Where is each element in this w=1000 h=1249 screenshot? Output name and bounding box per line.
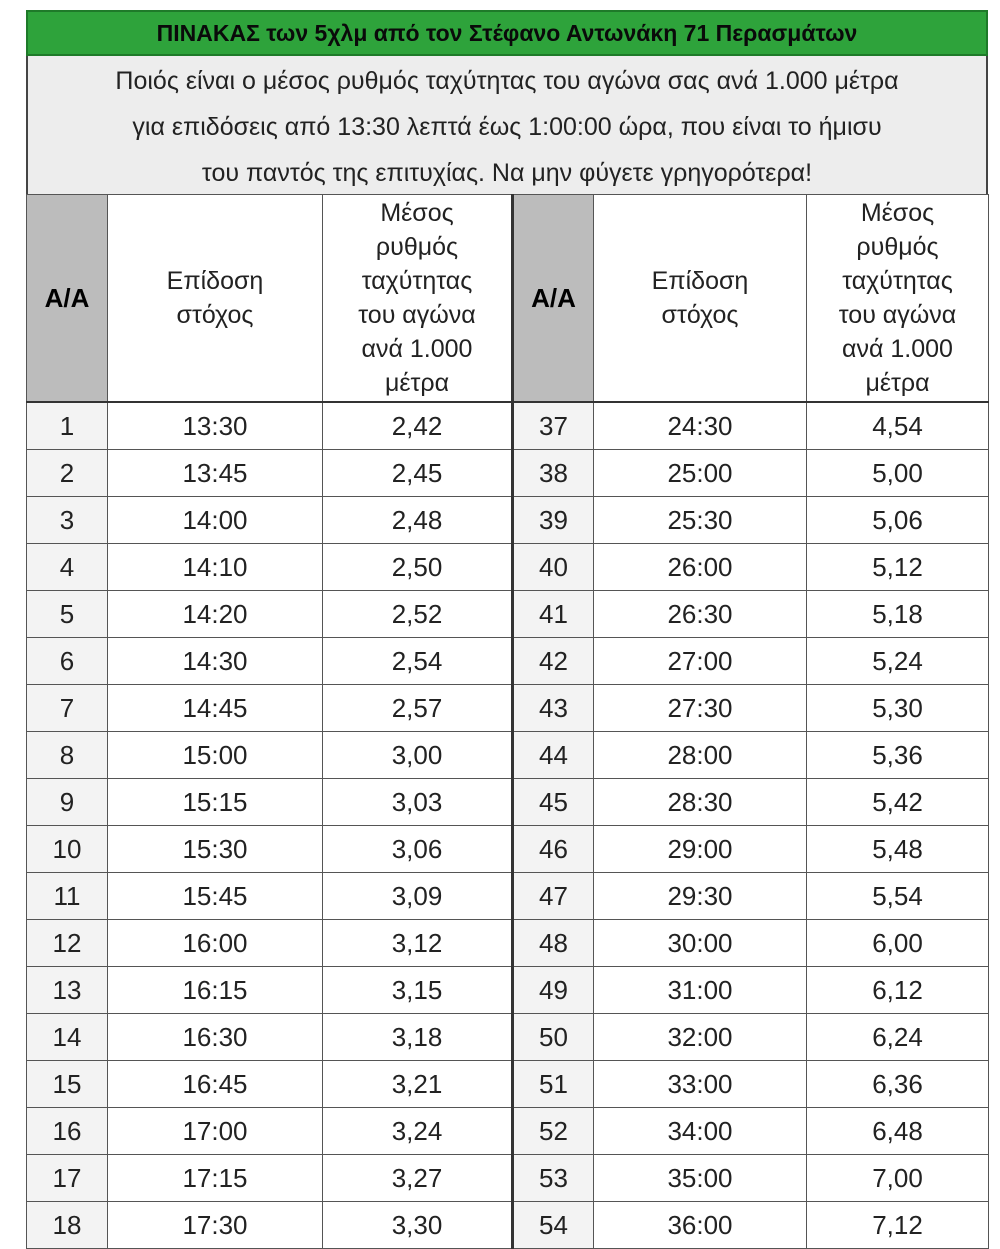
col-header-aa: Α/Α [513, 195, 594, 403]
header-line: Μέσος [380, 199, 454, 227]
table-row [27, 497, 989, 544]
header-line: του αγώνα [838, 301, 957, 329]
pace-cell: 5,30 [807, 685, 989, 732]
pace-cell: 2,50 [323, 544, 513, 591]
row-number-cell: 15 [27, 1061, 108, 1108]
row-number-cell: 45 [513, 779, 594, 826]
target-time-cell: 17:15 [108, 1155, 323, 1202]
row-number-cell: 3 [27, 497, 108, 544]
target-time-cell: 14:10 [108, 544, 323, 591]
row-number-cell: 9 [27, 779, 108, 826]
row-number-cell: 39 [513, 497, 594, 544]
table-title: ΠΙΝΑΚΑΣ των 5χλμ από τον Στέφανο Αντωνάκη 71 Περασμάτων [26, 10, 988, 56]
target-time-cell: 14:30 [108, 638, 323, 685]
pace-cell: 2,48 [323, 497, 513, 544]
target-time-cell: 25:30 [594, 497, 807, 544]
header-line: στόχος [176, 301, 254, 329]
row-number-cell: 10 [27, 826, 108, 873]
pace-cell: 6,24 [807, 1014, 989, 1061]
pace-cell: 6,48 [807, 1108, 989, 1155]
target-time-cell: 16:15 [108, 967, 323, 1014]
row-number-cell: 43 [513, 685, 594, 732]
table-row [27, 544, 989, 591]
table-row [27, 1202, 989, 1249]
pace-cell: 2,54 [323, 638, 513, 685]
row-number-cell: 14 [27, 1014, 108, 1061]
target-time-cell: 27:00 [594, 638, 807, 685]
row-number-cell: 16 [27, 1108, 108, 1155]
table-row [27, 732, 989, 779]
target-time-cell: 14:20 [108, 591, 323, 638]
header-line: ανά 1.000 [361, 335, 473, 363]
table-row [27, 967, 989, 1014]
target-time-cell: 17:30 [108, 1202, 323, 1249]
pace-cell: 2,45 [323, 450, 513, 497]
header-line: του αγώνα [358, 301, 476, 329]
pace-cell: 6,00 [807, 920, 989, 967]
row-number-cell: 5 [27, 591, 108, 638]
pace-cell: 3,15 [323, 967, 513, 1014]
table-row [27, 920, 989, 967]
header-line: ανά 1.000 [842, 335, 953, 363]
table-row [27, 1155, 989, 1202]
target-time-cell: 16:45 [108, 1061, 323, 1108]
row-number-cell: 54 [513, 1202, 594, 1249]
header-line: Επίδοση [651, 267, 749, 295]
pace-cell: 3,30 [323, 1202, 513, 1249]
pace-cell: 5,00 [807, 450, 989, 497]
header-line: ρυθμός [375, 233, 459, 261]
pace-cell: 5,42 [807, 779, 989, 826]
target-time-cell: 30:00 [594, 920, 807, 967]
pace-cell: 4,54 [807, 402, 989, 450]
pace-cell: 3,18 [323, 1014, 513, 1061]
row-number-cell: 37 [513, 402, 594, 450]
header-line: ταχύτητας [842, 267, 953, 295]
row-number-cell: 12 [27, 920, 108, 967]
col-header-aa: Α/Α [27, 195, 108, 403]
target-time-cell: 27:30 [594, 685, 807, 732]
header-line: στόχος [661, 301, 739, 329]
pace-cell: 3,12 [323, 920, 513, 967]
table-row [27, 1014, 989, 1061]
target-time-cell: 14:45 [108, 685, 323, 732]
row-number-cell: 18 [27, 1202, 108, 1249]
col-header-pace [807, 195, 989, 403]
header-line: Επίδοση [166, 267, 264, 295]
row-number-cell: 11 [27, 873, 108, 920]
intro-text [26, 56, 988, 194]
intro-line: Ποιός είναι ο μέσος ρυθμός ταχύτητας του αγώνα σας ανά 1.000 μέτρα [115, 67, 899, 95]
target-time-cell: 15:15 [108, 779, 323, 826]
row-number-cell: 17 [27, 1155, 108, 1202]
pace-cell: 3,09 [323, 873, 513, 920]
table-row [27, 685, 989, 732]
target-time-cell: 25:00 [594, 450, 807, 497]
target-time-cell: 26:00 [594, 544, 807, 591]
intro-line: του παντός της επιτυχίας. Να μην φύγετε γρηγορότερα! [201, 159, 813, 187]
row-number-cell: 50 [513, 1014, 594, 1061]
row-number-cell: 2 [27, 450, 108, 497]
row-number-cell: 41 [513, 591, 594, 638]
pace-cell: 5,54 [807, 873, 989, 920]
row-number-cell: 7 [27, 685, 108, 732]
table-row [27, 873, 989, 920]
header-line: ρυθμός [856, 233, 939, 261]
pace-cell: 3,24 [323, 1108, 513, 1155]
header-row [27, 195, 989, 403]
pace-table-sheet [26, 10, 988, 1249]
target-time-cell: 31:00 [594, 967, 807, 1014]
target-time-cell: 35:00 [594, 1155, 807, 1202]
row-number-cell: 52 [513, 1108, 594, 1155]
target-time-cell: 29:00 [594, 826, 807, 873]
pace-cell: 5,24 [807, 638, 989, 685]
row-number-cell: 40 [513, 544, 594, 591]
row-number-cell: 44 [513, 732, 594, 779]
table-row [27, 779, 989, 826]
target-time-cell: 36:00 [594, 1202, 807, 1249]
target-time-cell: 16:00 [108, 920, 323, 967]
row-number-cell: 46 [513, 826, 594, 873]
target-time-cell: 28:00 [594, 732, 807, 779]
row-number-cell: 8 [27, 732, 108, 779]
target-time-cell: 13:45 [108, 450, 323, 497]
pace-cell: 6,12 [807, 967, 989, 1014]
pace-cell: 6,36 [807, 1061, 989, 1108]
pace-cell: 7,00 [807, 1155, 989, 1202]
target-time-cell: 29:30 [594, 873, 807, 920]
row-number-cell: 51 [513, 1061, 594, 1108]
target-time-cell: 16:30 [108, 1014, 323, 1061]
row-number-cell: 4 [27, 544, 108, 591]
pace-cell: 3,03 [323, 779, 513, 826]
target-time-cell: 15:30 [108, 826, 323, 873]
target-time-cell: 34:00 [594, 1108, 807, 1155]
pace-cell: 3,21 [323, 1061, 513, 1108]
target-time-cell: 13:30 [108, 402, 323, 450]
header-line: μέτρα [384, 369, 450, 397]
pace-cell: 3,27 [323, 1155, 513, 1202]
col-header-target [108, 195, 323, 403]
target-time-cell: 32:00 [594, 1014, 807, 1061]
col-header-pace [323, 195, 513, 403]
pace-table [26, 194, 989, 1249]
row-number-cell: 1 [27, 402, 108, 450]
pace-cell: 2,57 [323, 685, 513, 732]
row-number-cell: 48 [513, 920, 594, 967]
pace-cell: 5,06 [807, 497, 989, 544]
pace-cell: 5,48 [807, 826, 989, 873]
target-time-cell: 28:30 [594, 779, 807, 826]
row-number-cell: 38 [513, 450, 594, 497]
pace-cell: 2,52 [323, 591, 513, 638]
row-number-cell: 6 [27, 638, 108, 685]
pace-cell: 5,12 [807, 544, 989, 591]
target-time-cell: 33:00 [594, 1061, 807, 1108]
table-row [27, 450, 989, 497]
pace-cell: 3,06 [323, 826, 513, 873]
header-line: ταχύτητας [361, 267, 473, 295]
pace-cell: 3,00 [323, 732, 513, 779]
pace-cell: 2,42 [323, 402, 513, 450]
header-line: μέτρα [865, 369, 930, 397]
header-line: Μέσος [860, 199, 935, 227]
target-time-cell: 15:00 [108, 732, 323, 779]
row-number-cell: 47 [513, 873, 594, 920]
target-time-cell: 26:30 [594, 591, 807, 638]
pace-cell: 5,18 [807, 591, 989, 638]
target-time-cell: 17:00 [108, 1108, 323, 1155]
row-number-cell: 53 [513, 1155, 594, 1202]
table-row [27, 591, 989, 638]
table-row [27, 1061, 989, 1108]
intro-line: για επιδόσεις από 13:30 λεπτά έως 1:00:00 ώρα, που είναι το ήμισυ [132, 113, 882, 141]
table-row [27, 826, 989, 873]
target-time-cell: 15:45 [108, 873, 323, 920]
row-number-cell: 49 [513, 967, 594, 1014]
table-row [27, 638, 989, 685]
target-time-cell: 14:00 [108, 497, 323, 544]
target-time-cell: 24:30 [594, 402, 807, 450]
col-header-target [594, 195, 807, 403]
table-row [27, 1108, 989, 1155]
row-number-cell: 42 [513, 638, 594, 685]
pace-cell: 5,36 [807, 732, 989, 779]
pace-cell: 7,12 [807, 1202, 989, 1249]
table-row [27, 402, 989, 450]
row-number-cell: 13 [27, 967, 108, 1014]
